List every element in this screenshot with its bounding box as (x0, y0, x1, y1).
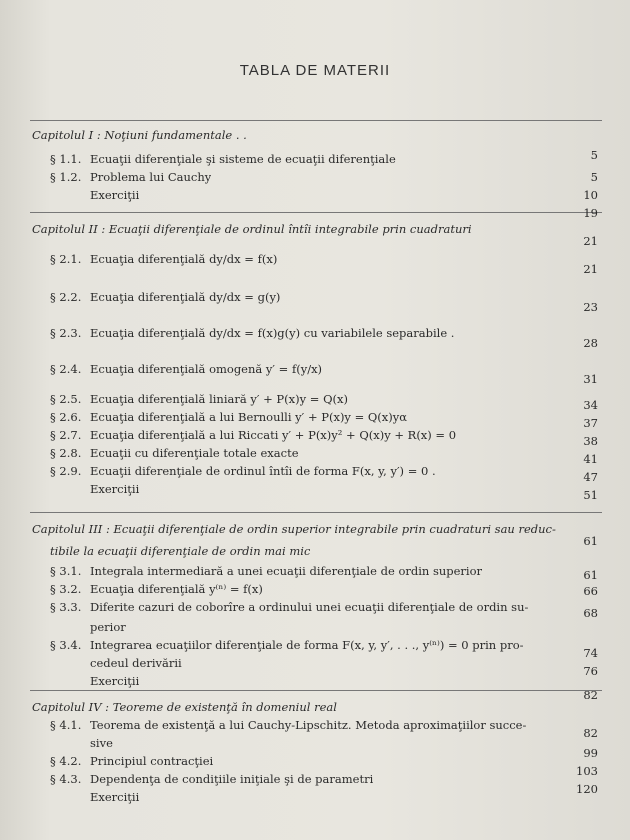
toc-entry-text: Ecuaţii cu diferenţiale totale exacte (90, 446, 299, 460)
page-title: TABLA DE MATERII (239, 62, 391, 79)
toc-page-row (0, 372, 630, 386)
page-number: 31 (583, 372, 598, 386)
page-number: 38 (583, 434, 598, 448)
toc-entry-text: Exerciţii (90, 674, 140, 688)
section-number: § 2.9. (50, 464, 82, 478)
toc-entry-text: Ecuaţii diferenţiale de ordinul întîi de forma F(x, y, y′) = 0 . (90, 464, 436, 478)
toc-page-row (0, 336, 630, 350)
toc-entry-text: perior (90, 620, 126, 634)
toc-entry-text: Diferite cazuri de coborîre a ordinului unei ecuaţii diferenţiale de ordin su- (90, 600, 529, 614)
toc-entry-text: Ecuaţia diferenţială y⁽ⁿ⁾ = f(x) (90, 582, 263, 596)
page-number: 99 (583, 746, 598, 760)
page-number: 34 (583, 398, 598, 412)
section-number: § 4.1. (50, 718, 82, 732)
toc-entry-text: Ecuaţia diferenţială dy/dx = g(y) (90, 290, 281, 304)
toc-entry-text: sive (90, 736, 113, 750)
page-number: 47 (583, 470, 598, 484)
toc-entry-text: Ecuaţia diferenţială a lui Bernoulli y′ + P(x)y = Q(x)yα (90, 410, 408, 424)
toc-entry-text: Ecuaţii diferenţiale şi sisteme de ecuaţii diferenţiale (90, 152, 396, 166)
page-number: 61 (583, 534, 598, 548)
toc-entry-text: Capitolul III : Ecuaţii diferenţiale de ordin superior integrabile prin cuadraturi sau reduc- (32, 522, 556, 536)
section-number: § 4.3. (50, 772, 82, 786)
section-number: § 2.5. (50, 392, 82, 406)
toc-entry-text: Capitolul I : Noţiuni fundamentale . . (32, 128, 247, 142)
page-number: 19 (583, 206, 598, 220)
toc-entry[interactable] (0, 188, 630, 202)
section-number: § 2.8. (50, 446, 82, 460)
page-number: 21 (583, 234, 598, 248)
toc-entry[interactable] (0, 700, 630, 714)
page-number: 82 (583, 726, 598, 740)
page-number: 41 (583, 452, 598, 466)
toc-page-row (0, 688, 630, 702)
toc-entry-text: Ecuaţia diferenţială omogenă y′ = f(y/x) (90, 362, 323, 376)
toc-entry-text: Capitolul IV : Teoreme de existenţă în domeniul real (32, 700, 337, 714)
page-number: 5 (590, 148, 598, 162)
toc-entry-text: Ecuaţia diferenţială liniară y′ + P(x)y = Q(x) (90, 392, 348, 406)
page-number: 21 (583, 262, 598, 276)
toc-page-row (0, 746, 630, 760)
page-number: 82 (583, 688, 598, 702)
toc-page-row (0, 646, 630, 660)
toc-entry-text: Integrala intermediară a unei ecuaţii diferenţiale de ordin superior (90, 564, 483, 578)
toc-page-row (0, 534, 630, 548)
toc-entry-text: Exerciţii (90, 188, 140, 202)
toc-entry-text: Capitolul II : Ecuaţii diferenţiale de ordinul întîi integrabile prin cuadraturi (32, 222, 472, 236)
section-number: § 1.1. (50, 152, 82, 166)
toc-page-row (0, 488, 630, 502)
toc-entry-text: Exerciţii (90, 482, 140, 496)
toc-entry-text: tibile la ecuaţii diferenţiale de ordin mai mic (50, 544, 311, 558)
page-number: 37 (583, 416, 598, 430)
toc-page-row (0, 584, 630, 598)
page-number: 74 (583, 646, 598, 660)
toc-page-row (0, 606, 630, 620)
toc-entry-text: Teorema de existenţă a lui Cauchy-Lipschitz. Metoda aproximaţiilor succe- (90, 718, 527, 732)
section-divider (30, 120, 602, 121)
section-number: § 3.4. (50, 638, 82, 652)
toc-entry-text: Integrarea ecuaţiilor diferenţiale de forma F(x, y, y′, . . ., y⁽ⁿ⁾) = 0 prin pro- (90, 638, 524, 652)
section-number: § 2.7. (50, 428, 82, 442)
toc-entry-text: Dependenţa de condiţiile iniţiale şi de parametri (90, 772, 374, 786)
section-number: § 1.2. (50, 170, 82, 184)
toc-page-row (0, 726, 630, 740)
toc-page-row (0, 782, 630, 796)
toc-page-row (0, 568, 630, 582)
toc-page-row (0, 262, 630, 276)
page-number: 103 (576, 764, 598, 778)
page-number: 5 (590, 170, 598, 184)
page-number: 66 (583, 584, 598, 598)
page-number: 61 (583, 568, 598, 582)
section-number: § 3.1. (50, 564, 82, 578)
toc-page-row (0, 206, 630, 220)
section-number: § 3.2. (50, 582, 82, 596)
section-number: § 3.3. (50, 600, 82, 614)
page-number: 23 (583, 300, 598, 314)
page-number: 120 (576, 782, 598, 796)
toc-entry[interactable] (0, 152, 630, 166)
toc-entry-text: Ecuaţia diferenţială dy/dx = f(x)g(y) cu variabilele separabile . (90, 326, 455, 340)
toc-page-row (0, 234, 630, 248)
toc-entry-text: Ecuaţia diferenţială a lui Riccati y′ + P(x)y² + Q(x)y + R(x) = 0 (90, 428, 457, 442)
page-number: 68 (583, 606, 598, 620)
toc-entry[interactable] (0, 620, 630, 634)
toc-page-row (0, 300, 630, 314)
toc-entry-text: Problema lui Cauchy (90, 170, 212, 184)
toc-page-row (0, 764, 630, 778)
toc-page-row (0, 664, 630, 678)
toc-entry[interactable] (0, 128, 630, 142)
toc-entry-text: Ecuaţia diferenţială dy/dx = f(x) (90, 252, 278, 266)
section-number: § 2.3. (50, 326, 82, 340)
toc-entry-text: cedeul derivării (90, 656, 182, 670)
page-number: 28 (583, 336, 598, 350)
page-number: 10 (583, 188, 598, 202)
toc-entry[interactable] (0, 170, 630, 184)
section-divider (30, 512, 602, 513)
section-number: § 2.2. (50, 290, 82, 304)
page-number: 51 (583, 488, 598, 502)
section-number: § 2.1. (50, 252, 82, 266)
section-number: § 4.2. (50, 754, 82, 768)
toc-entry-text: Exerciţii (90, 790, 140, 804)
toc-entry-text: Principiul contracţiei (90, 754, 214, 768)
section-number: § 2.4. (50, 362, 82, 376)
section-number: § 2.6. (50, 410, 82, 424)
page-number: 76 (583, 664, 598, 678)
